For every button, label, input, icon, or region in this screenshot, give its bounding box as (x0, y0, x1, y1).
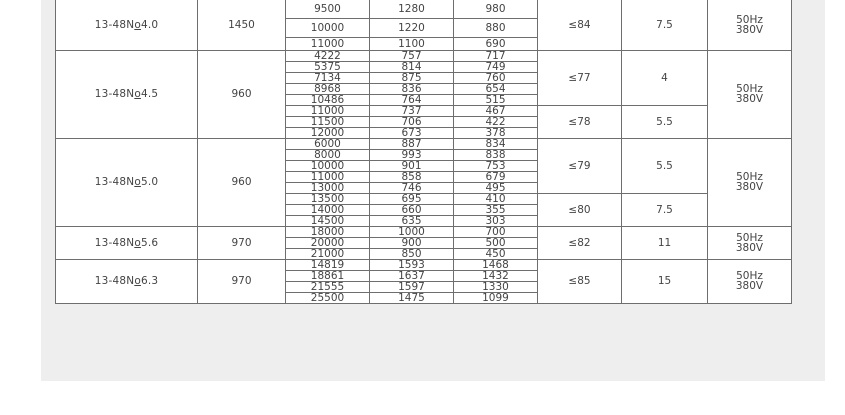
total-pressure-cell: 1100 (370, 37, 454, 50)
total-pressure-cell: 900 (370, 237, 454, 248)
total-pressure-cell: 695 (370, 193, 454, 204)
model-prefix: 13-48N (94, 18, 135, 31)
static-pressure-cell: 753 (454, 160, 538, 171)
power-supply-cell (708, 0, 792, 50)
static-pressure-cell: 980 (454, 0, 538, 18)
total-pressure-cell: 1220 (370, 18, 454, 37)
static-pressure-cell: 515 (454, 94, 538, 105)
static-pressure-cell: 450 (454, 248, 538, 259)
model-no-mark: o (134, 18, 141, 31)
power-frequency: 50Hz (736, 83, 763, 95)
total-pressure-cell: 1280 (370, 0, 454, 18)
airflow-cell: 11000 (286, 171, 370, 182)
static-pressure-cell: 500 (454, 237, 538, 248)
total-pressure-cell: 901 (370, 160, 454, 171)
airflow-cell: 11500 (286, 116, 370, 127)
static-pressure-cell: 467 (454, 105, 538, 116)
static-pressure-cell: 838 (454, 149, 538, 160)
total-pressure-cell: 746 (370, 182, 454, 193)
model-prefix: 13-48N (94, 176, 135, 188)
airflow-cell: 13000 (286, 182, 370, 193)
table-row (56, 259, 792, 270)
airflow-cell: 7134 (286, 72, 370, 83)
total-pressure-cell: 757 (370, 50, 454, 61)
total-pressure-cell: 673 (370, 127, 454, 138)
static-pressure-cell: 1468 (454, 259, 538, 270)
total-pressure-cell: 737 (370, 105, 454, 116)
total-pressure-cell: 850 (370, 248, 454, 259)
total-pressure-cell: 706 (370, 116, 454, 127)
model-cell (56, 50, 198, 138)
airflow-cell: 21000 (286, 248, 370, 259)
airflow-cell: 4222 (286, 50, 370, 61)
power-voltage: 380V (735, 23, 764, 36)
model-cell (56, 0, 198, 50)
static-pressure-cell: 303 (454, 215, 538, 226)
total-pressure-cell: 1637 (370, 270, 454, 281)
noise-cell: ≤80 (538, 193, 622, 226)
airflow-cell: 11000 (286, 37, 370, 50)
static-pressure-cell: 422 (454, 116, 538, 127)
total-pressure-cell: 764 (370, 94, 454, 105)
static-pressure-cell: 749 (454, 61, 538, 72)
airflow-cell: 13500 (286, 193, 370, 204)
motor-power-cell: 5.5 (622, 138, 708, 193)
airflow-cell: 9500 (286, 0, 370, 18)
table-row (56, 50, 792, 61)
model-size: 5.0 (140, 176, 159, 188)
power-voltage: 380V (735, 280, 764, 292)
table-row (56, 138, 792, 149)
airflow-cell: 8968 (286, 83, 370, 94)
power-voltage: 380V (735, 181, 764, 193)
airflow-cell: 20000 (286, 237, 370, 248)
speed-cell: 960 (198, 50, 286, 138)
motor-power-cell: 15 (622, 259, 708, 303)
fan-spec-table (55, 0, 792, 304)
total-pressure-cell: 635 (370, 215, 454, 226)
airflow-cell: 10000 (286, 160, 370, 171)
total-pressure-cell: 1593 (370, 259, 454, 270)
static-pressure-cell: 410 (454, 193, 538, 204)
static-pressure-cell: 1099 (454, 292, 538, 303)
speed-cell: 970 (198, 259, 286, 303)
total-pressure-cell: 858 (370, 171, 454, 182)
total-pressure-cell: 1000 (370, 226, 454, 237)
model-prefix: 13-48N (94, 88, 135, 100)
model-cell (56, 226, 198, 259)
static-pressure-cell: 760 (454, 72, 538, 83)
model-no-mark: o (134, 236, 141, 249)
power-supply-cell (708, 50, 792, 138)
power-frequency: 50Hz (736, 171, 763, 183)
airflow-cell: 5375 (286, 61, 370, 72)
total-pressure-cell: 887 (370, 138, 454, 149)
model-size: 4.5 (140, 88, 159, 100)
noise-cell: ≤82 (538, 226, 622, 259)
static-pressure-cell: 495 (454, 182, 538, 193)
motor-power-cell: 7.5 (622, 193, 708, 226)
table-row (56, 0, 792, 18)
total-pressure-cell: 836 (370, 83, 454, 94)
model-cell (56, 138, 198, 226)
airflow-cell: 10486 (286, 94, 370, 105)
model-size: 5.6 (140, 236, 159, 249)
noise-cell: ≤79 (538, 138, 622, 193)
model-cell (56, 259, 198, 303)
static-pressure-cell: 834 (454, 138, 538, 149)
airflow-cell: 18000 (286, 226, 370, 237)
airflow-cell: 12000 (286, 127, 370, 138)
static-pressure-cell: 355 (454, 204, 538, 215)
power-supply-cell (708, 138, 792, 226)
airflow-cell: 11000 (286, 105, 370, 116)
noise-cell: ≤84 (538, 0, 622, 50)
speed-cell: 1450 (198, 0, 286, 50)
total-pressure-cell: 993 (370, 149, 454, 160)
static-pressure-cell: 1432 (454, 270, 538, 281)
total-pressure-cell: 875 (370, 72, 454, 83)
power-voltage: 380V (735, 93, 764, 105)
model-size: 4.0 (140, 18, 159, 31)
model-size: 6.3 (140, 275, 159, 287)
power-supply-cell (708, 259, 792, 303)
noise-cell: ≤78 (538, 105, 622, 138)
airflow-cell: 14819 (286, 259, 370, 270)
model-no-mark: o (134, 176, 141, 188)
airflow-cell: 18861 (286, 270, 370, 281)
speed-cell: 970 (198, 226, 286, 259)
static-pressure-cell: 378 (454, 127, 538, 138)
total-pressure-cell: 660 (370, 204, 454, 215)
speed-cell: 960 (198, 138, 286, 226)
static-pressure-cell: 717 (454, 50, 538, 61)
static-pressure-cell: 880 (454, 18, 538, 37)
model-no-mark: o (134, 275, 141, 287)
model-prefix: 13-48N (94, 236, 135, 249)
airflow-cell: 6000 (286, 138, 370, 149)
static-pressure-cell: 654 (454, 83, 538, 94)
table-row (56, 226, 792, 237)
motor-power-cell: 11 (622, 226, 708, 259)
power-supply-cell (708, 226, 792, 259)
total-pressure-cell: 814 (370, 61, 454, 72)
power-frequency: 50Hz (736, 231, 763, 244)
noise-cell: ≤77 (538, 50, 622, 105)
motor-power-cell: 7.5 (622, 0, 708, 50)
static-pressure-cell: 679 (454, 171, 538, 182)
power-voltage: 380V (735, 241, 764, 254)
motor-power-cell: 4 (622, 50, 708, 105)
motor-power-cell: 5.5 (622, 105, 708, 138)
model-prefix: 13-48N (94, 275, 135, 287)
airflow-cell: 14000 (286, 204, 370, 215)
airflow-cell: 8000 (286, 149, 370, 160)
noise-cell: ≤85 (538, 259, 622, 303)
static-pressure-cell: 700 (454, 226, 538, 237)
airflow-cell: 14500 (286, 215, 370, 226)
airflow-cell: 21555 (286, 281, 370, 292)
total-pressure-cell: 1597 (370, 281, 454, 292)
total-pressure-cell: 1475 (370, 292, 454, 303)
power-frequency: 50Hz (736, 13, 763, 26)
airflow-cell: 10000 (286, 18, 370, 37)
static-pressure-cell: 690 (454, 37, 538, 50)
static-pressure-cell: 1330 (454, 281, 538, 292)
model-no-mark: o (134, 88, 141, 100)
airflow-cell: 25500 (286, 292, 370, 303)
fan-spec-table-body (56, 0, 792, 303)
power-frequency: 50Hz (736, 270, 763, 282)
